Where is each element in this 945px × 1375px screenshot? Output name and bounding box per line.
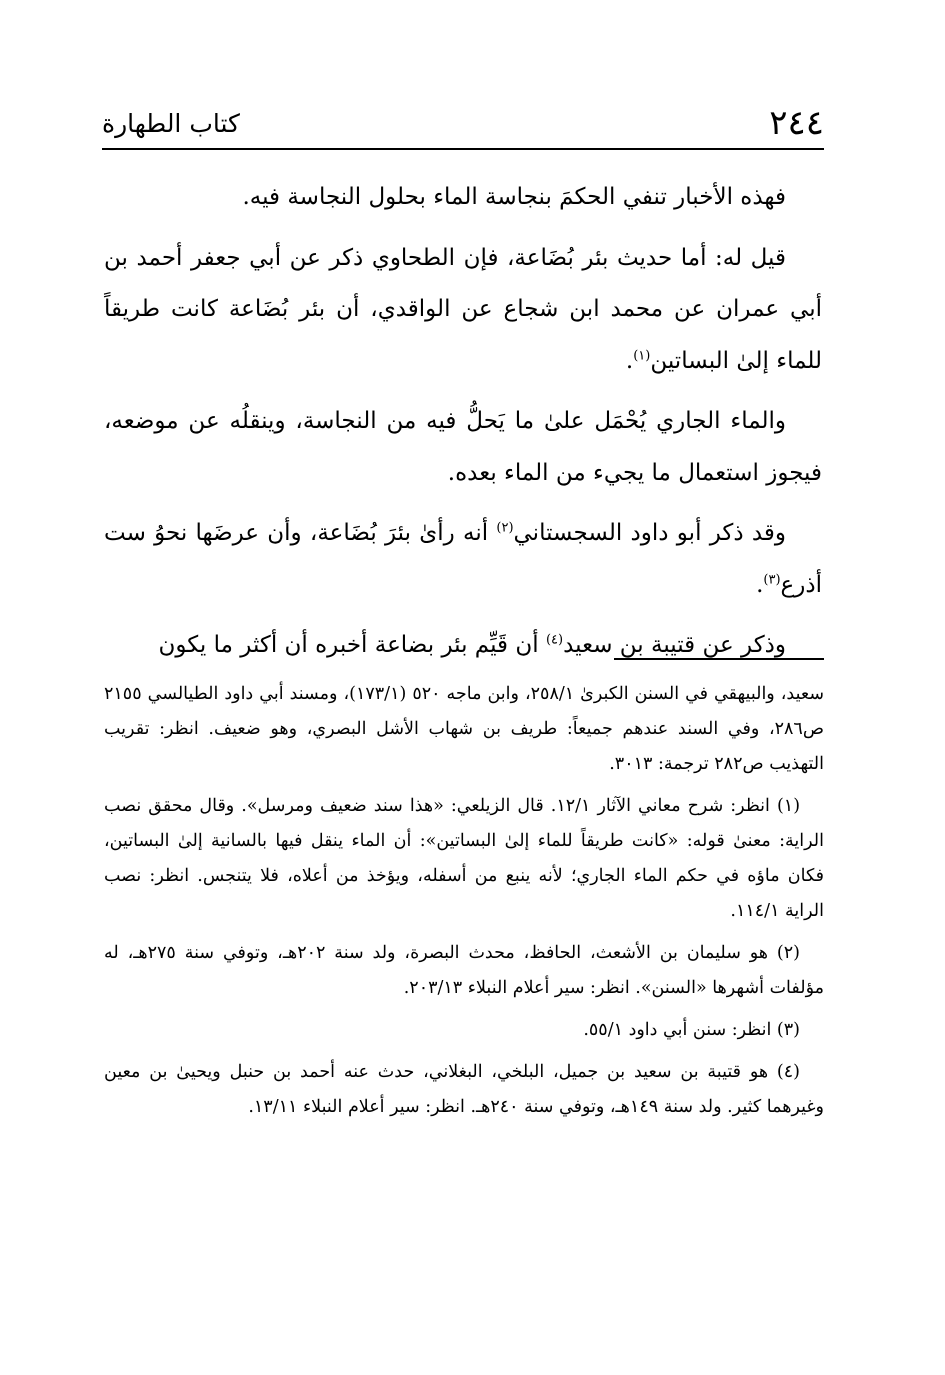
paragraph-3: والماء الجاري يُحْمَل علىٰ ما يَحلُّ فيه من النجاسة، وينقلُه عن موضعه، فيجوز استعمال ما يجيء من الماء بعده. xyxy=(104,408,822,486)
footnote-1: (١) انظر: شرح معاني الآثار ١٢/١. قال الزيلعي: «هذا سند ضعيف ومرسل». وقال محقق نصب الراية: معنىٰ قوله: «كانت طريقاً للماء إلىٰ البساتين»: أن الماء ينقل فيها بالسانية إلىٰ البساتين، فكان ماؤه في حكم الماء الجاري؛ لأنه ينبع من أسفله، ويؤخذ من أعلاه، فلا يتنجس. انظر: نصب الراية ١١٤/١. xyxy=(104,796,824,921)
paragraph-1: فهذه الأخبار تنفي الحكمَ بنجاسة الماء بحلول النجاسة فيه. xyxy=(242,184,786,210)
footnote-2: (٢) هو سليمان بن الأشعث، الحافظ، محدث البصرة، ولد سنة ٢٠٢هـ، وتوفي سنة ٢٧٥هـ، له مؤلفات أشهرها «السنن». انظر: سير أعلام النبلاء ٢٠٣/١٣. xyxy=(104,943,824,998)
paragraph-5-text-b: أن قَيِّم بئر بضاعة أخبره أن أكثر ما يكون xyxy=(158,632,546,658)
main-text xyxy=(104,172,822,681)
paragraph-4-text-a: وقد ذكر أبو داود السجستاني xyxy=(513,520,787,546)
page-number: ٢٤٤ xyxy=(769,103,824,143)
paragraph-2-end: . xyxy=(625,347,634,374)
footnote-carryover: سعيد، والبيهقي في السنن الكبرىٰ ٢٥٨/١، وابن ماجه ٥٢٠ (١٧٣/١)، ومسند أبي داود الطيالسي ٢١٥٥ ص٢٨٦، وفي السند عندهم جميعاً: طريف بن شهاب الأشل البصري، وهو ضعيف. انظر: تقريب التهذيب ص٢٨٢ ترجمة: ٣٠١٣. xyxy=(104,684,824,774)
footnote-ref-3: (٣) xyxy=(763,571,781,587)
paragraph-5-text-a: وذكر عن قتيبة بن سعيد xyxy=(563,632,786,658)
footnote-3: (٣) انظر: سنن أبي داود ٥٥/١. xyxy=(583,1020,800,1040)
footnote-ref-4: (٤) xyxy=(545,632,564,648)
footnote-ref-2: (٢) xyxy=(496,520,514,536)
paragraph-4-text-b: أنه رأىٰ بئرَ بُضَاعة، وأن عرضَها نحوُ ست أذرع xyxy=(104,520,822,598)
running-title: كتاب الطهارة xyxy=(102,109,240,138)
paragraph-4 xyxy=(104,508,822,611)
footnotes xyxy=(104,677,824,1132)
page-header xyxy=(102,98,824,150)
footnote-ref-1: (١) xyxy=(633,347,651,363)
paragraph-4-end: . xyxy=(756,571,764,598)
paragraph-2-text: قيل له: أما حديث بئر بُضَاعة، فإن الطحاوي ذكر عن أبي جعفر أحمد بن أبي عمران عن محمد ابن شجاع عن الواقدي، أن بئر بُضَاعة كانت طريقاً للماء إلىٰ البساتين xyxy=(104,244,822,374)
footnote-separator xyxy=(614,658,824,660)
paragraph-5 xyxy=(104,620,822,672)
paragraph-2 xyxy=(104,233,822,388)
footnote-4: (٤) هو قتيبة بن سعيد بن جميل، البلخي، البغلاني، حدث عنه أحمد بن حنبل ويحيىٰ بن معين وغيرهما كثير. ولد سنة ١٤٩هـ، وتوفي سنة ٢٤٠هـ. انظر: سير أعلام النبلاء ١٣/١١. xyxy=(104,1062,824,1117)
